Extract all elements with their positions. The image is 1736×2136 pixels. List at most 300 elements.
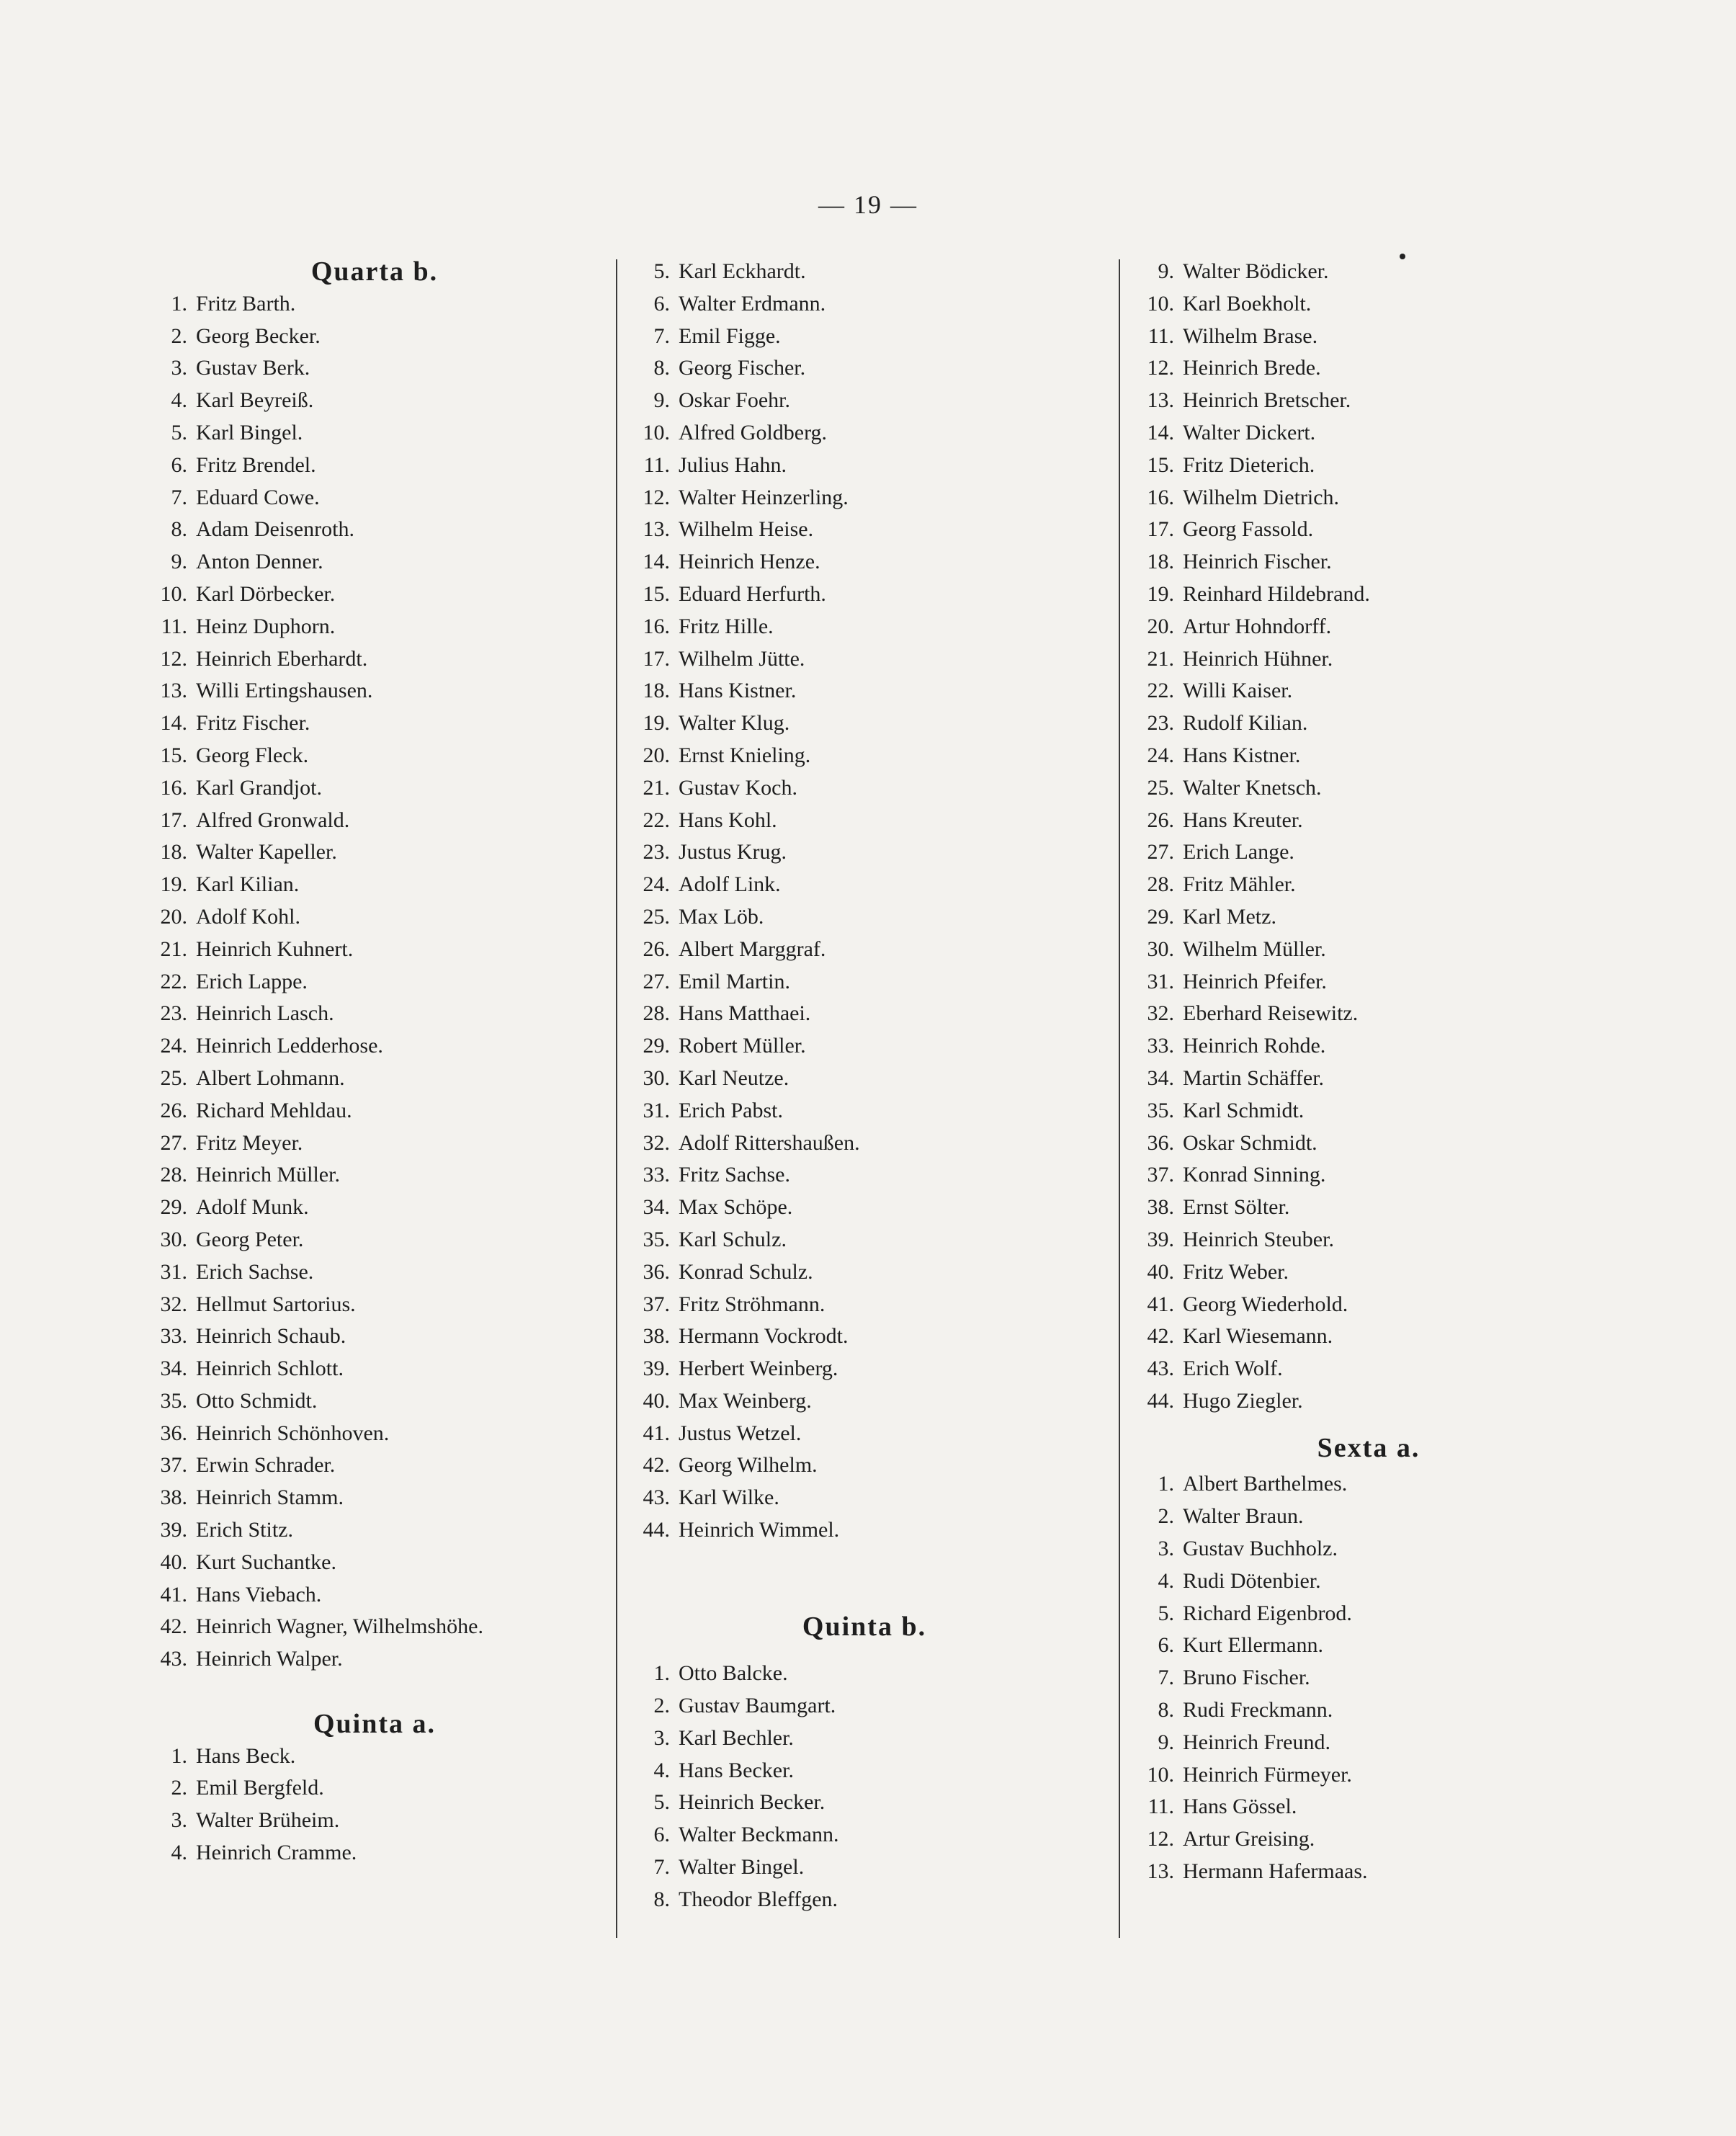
list-item: [619, 352, 1109, 385]
entry-number: 3.: [653, 1725, 670, 1750]
list-item: [619, 1063, 1109, 1095]
entry-number: 20.: [643, 743, 670, 767]
student-name: Heinrich Fürmeyer.: [1183, 1762, 1352, 1787]
entry-number: 12.: [1147, 356, 1174, 380]
student-name: Hans Kistner.: [1183, 743, 1301, 767]
entry-number: 42.: [643, 1453, 670, 1478]
entry-number: 39.: [160, 1518, 187, 1542]
student-name: Emil Martin.: [679, 969, 790, 993]
entry-number: 9.: [171, 550, 187, 574]
student-name: Walter Kapeller.: [196, 840, 337, 864]
entry-number: 25.: [643, 904, 670, 929]
student-name: Walter Bödicker.: [1183, 259, 1329, 283]
entry-number: 40.: [1147, 1259, 1174, 1284]
list-item: [619, 1658, 1109, 1690]
student-name: Heinrich Lasch.: [196, 1001, 334, 1026]
student-name: Georg Wilhelm.: [679, 1453, 818, 1478]
student-name: Karl Bechler.: [679, 1725, 794, 1750]
list-item: [137, 450, 612, 482]
student-name: Hans Beck.: [196, 1743, 296, 1768]
student-name: Fritz Dieterich.: [1183, 452, 1315, 477]
student-name: Oskar Foehr.: [679, 388, 790, 413]
student-name: Georg Fleck.: [196, 743, 309, 767]
list-item: [619, 450, 1109, 482]
entry-number: 15.: [160, 743, 187, 767]
list-item: [137, 546, 612, 578]
entry-number: 2.: [653, 1694, 670, 1718]
list-item: [137, 1095, 612, 1127]
entry-number: 10.: [160, 581, 187, 606]
entry-number: 1.: [1158, 1472, 1174, 1496]
list-item: [1124, 482, 1614, 514]
student-name: Adolf Kohl.: [196, 904, 300, 929]
entry-number: 24.: [1147, 743, 1174, 767]
student-name: Max Schöpe.: [679, 1195, 793, 1220]
entry-number: 30.: [160, 1227, 187, 1251]
entry-number: 4.: [171, 388, 187, 413]
column-divider: [616, 259, 617, 1938]
entry-number: 36.: [1147, 1130, 1174, 1155]
list-item: [137, 1805, 612, 1837]
student-name: Heinrich Walper.: [196, 1647, 343, 1671]
list-item: [1124, 772, 1614, 805]
list-item: [137, 836, 612, 869]
student-name: Heinrich Fischer.: [1183, 550, 1332, 574]
list-item: [137, 740, 612, 772]
list-item: [619, 288, 1109, 321]
list-item: [1124, 998, 1614, 1030]
list-item: [137, 1643, 612, 1676]
list-item: [1124, 1468, 1614, 1501]
list-item: [137, 1224, 612, 1256]
student-name: Erwin Schrader.: [196, 1453, 336, 1478]
student-name: Walter Braun.: [1183, 1504, 1304, 1529]
list-item: [1124, 611, 1614, 643]
list-item: [619, 1787, 1109, 1819]
entry-number: 15.: [1147, 452, 1174, 477]
list-item: [1124, 1095, 1614, 1127]
list-item: [137, 482, 612, 514]
entry-number: 6.: [653, 291, 670, 316]
list-item: [619, 385, 1109, 417]
entry-number: 7.: [653, 323, 670, 348]
list-item: [619, 1224, 1109, 1256]
student-name: Wilhelm Heise.: [679, 517, 814, 542]
entry-number: 37.: [1147, 1163, 1174, 1187]
list-item: [1124, 1533, 1614, 1565]
list-item: [619, 1353, 1109, 1385]
entry-number: 23.: [1147, 711, 1174, 736]
entry-number: 28.: [1147, 872, 1174, 897]
list-item: [619, 1192, 1109, 1224]
entry-number: 31.: [1147, 969, 1174, 993]
list-item: [137, 1192, 612, 1224]
entry-number: 19.: [160, 872, 187, 897]
student-name: Hugo Ziegler.: [1183, 1388, 1303, 1413]
entry-number: 27.: [160, 1130, 187, 1155]
list-item: [1124, 385, 1614, 417]
student-name: Fritz Fischer.: [196, 711, 310, 736]
entry-number: 4.: [653, 1758, 670, 1782]
student-name: Martin Schäffer.: [1183, 1065, 1325, 1090]
entry-number: 17.: [1147, 517, 1174, 542]
list-item: [619, 1418, 1109, 1450]
student-name: Georg Fischer.: [679, 356, 806, 380]
student-name: Heinz Duphorn.: [196, 614, 336, 638]
student-name: Heinrich Schaub.: [196, 1324, 346, 1349]
student-name: Karl Bingel.: [196, 420, 303, 444]
student-name: Heinrich Kuhnert.: [196, 937, 354, 961]
list-item: [1124, 1630, 1614, 1662]
entry-number: 26.: [1147, 808, 1174, 832]
student-name: Karl Neutze.: [679, 1065, 789, 1090]
entry-number: 16.: [1147, 485, 1174, 509]
student-name: Erich Wolf.: [1183, 1357, 1283, 1381]
student-name: Willi Kaiser.: [1183, 679, 1293, 703]
student-name: Heinrich Schönhoven.: [196, 1421, 390, 1445]
entry-number: 37.: [643, 1292, 670, 1316]
list-item: [137, 1482, 612, 1514]
student-name: Heinrich Ledderhose.: [196, 1034, 383, 1058]
list-item: [137, 1289, 612, 1321]
list-item: [1124, 256, 1614, 288]
student-name: Fritz Meyer.: [196, 1130, 303, 1155]
list-item: [137, 578, 612, 611]
student-name: Gustav Koch.: [679, 775, 797, 800]
student-name: Herbert Weinberg.: [679, 1357, 838, 1381]
list-item: [1124, 643, 1614, 676]
entry-number: 10.: [643, 420, 670, 444]
student-name: Hans Becker.: [679, 1758, 794, 1782]
list-item: [137, 772, 612, 805]
student-name: Artur Hohndorff.: [1183, 614, 1332, 638]
list-item: [1124, 805, 1614, 837]
entry-number: 5.: [1158, 1601, 1174, 1625]
student-name: Adolf Munk.: [196, 1195, 309, 1220]
entry-number: 13.: [1147, 388, 1174, 413]
list-item: [1124, 1856, 1614, 1888]
list-item: [619, 1256, 1109, 1289]
list-item: [1124, 707, 1614, 740]
entry-number: 9.: [1158, 1730, 1174, 1754]
student-name: Heinrich Schlott.: [196, 1357, 344, 1381]
list-item: [619, 256, 1109, 288]
student-name: Max Weinberg.: [679, 1388, 812, 1413]
student-name: Karl Boekholt.: [1183, 291, 1312, 316]
student-name: Heinrich Becker.: [679, 1790, 826, 1815]
student-name: Fritz Barth.: [196, 291, 296, 316]
entry-number: 3.: [171, 1808, 187, 1833]
student-name: Walter Bingel.: [679, 1855, 805, 1880]
entry-number: 38.: [1147, 1195, 1174, 1220]
entry-number: 16.: [160, 775, 187, 800]
entry-number: 20.: [1147, 614, 1174, 638]
student-name: Alfred Goldberg.: [679, 420, 828, 444]
list-item: [619, 772, 1109, 805]
entry-number: 1.: [171, 291, 187, 316]
class-heading-quinta-a: Quinta a.: [313, 1708, 437, 1739]
list-item: [619, 1514, 1109, 1547]
list-item: [137, 675, 612, 707]
student-name: Richard Eigenbrod.: [1183, 1601, 1352, 1625]
entry-number: 36.: [160, 1421, 187, 1445]
class-list-quinta-b-continued: [1124, 256, 1614, 1418]
entry-number: 23.: [643, 840, 670, 864]
list-item: [1124, 740, 1614, 772]
entry-number: 24.: [643, 872, 670, 897]
student-name: Bruno Fischer.: [1183, 1666, 1310, 1690]
entry-number: 29.: [1147, 904, 1174, 929]
entry-number: 11.: [1147, 323, 1174, 348]
list-item: [619, 1482, 1109, 1514]
entry-number: 21.: [1147, 646, 1174, 671]
entry-number: 39.: [643, 1357, 670, 1381]
entry-number: 16.: [643, 614, 670, 638]
entry-number: 26.: [160, 1098, 187, 1122]
list-item: [137, 901, 612, 934]
student-name: Rudi Freckmann.: [1183, 1698, 1333, 1722]
student-name: Heinrich Müller.: [196, 1163, 340, 1187]
list-item: [1124, 1759, 1614, 1792]
student-name: Karl Kilian.: [196, 872, 300, 897]
list-item: [619, 321, 1109, 353]
student-name: Karl Dörbecker.: [196, 581, 336, 606]
entry-number: 20.: [160, 904, 187, 929]
student-name: Max Löb.: [679, 904, 764, 929]
student-name: Gustav Baumgart.: [679, 1694, 836, 1718]
student-name: Walter Klug.: [679, 711, 790, 736]
entry-number: 25.: [160, 1065, 187, 1090]
list-item: [1124, 1385, 1614, 1418]
column-2: [619, 256, 1109, 1916]
entry-number: 14.: [643, 550, 670, 574]
entry-number: 23.: [160, 1001, 187, 1026]
student-name: Rudi Dötenbier.: [1183, 1568, 1321, 1593]
list-item: [137, 1127, 612, 1160]
list-item: [1124, 901, 1614, 934]
entry-number: 35.: [643, 1227, 670, 1251]
entry-number: 7.: [171, 485, 187, 509]
student-name: Georg Becker.: [196, 323, 321, 348]
list-item: [1124, 869, 1614, 901]
list-item: [619, 707, 1109, 740]
entry-number: 7.: [1158, 1666, 1174, 1690]
student-name: Karl Beyreiß.: [196, 388, 314, 413]
entry-number: 27.: [643, 969, 670, 993]
entry-number: 34.: [1147, 1065, 1174, 1090]
entry-number: 24.: [160, 1034, 187, 1058]
student-name: Hans Kreuter.: [1183, 808, 1303, 832]
entry-number: 40.: [643, 1388, 670, 1413]
list-item: [1124, 836, 1614, 869]
entry-number: 31.: [643, 1098, 670, 1122]
student-name: Karl Schulz.: [679, 1227, 787, 1251]
student-name: Wilhelm Müller.: [1183, 937, 1326, 961]
student-name: Erich Stitz.: [196, 1518, 293, 1542]
entry-number: 33.: [160, 1324, 187, 1349]
list-item: [137, 288, 612, 321]
student-name: Justus Krug.: [679, 840, 787, 864]
entry-number: 32.: [1147, 1001, 1174, 1026]
entry-number: 28.: [160, 1163, 187, 1187]
list-item: [1124, 352, 1614, 385]
entry-number: 25.: [1147, 775, 1174, 800]
list-item: [1124, 1353, 1614, 1385]
list-item: [619, 1385, 1109, 1418]
entry-number: 29.: [643, 1034, 670, 1058]
student-name: Karl Eckhardt.: [679, 259, 806, 283]
class-list-quinta-b: [619, 1658, 1109, 1916]
list-item: [1124, 546, 1614, 578]
list-item: [619, 966, 1109, 998]
list-item: [1124, 417, 1614, 450]
list-item: [1124, 450, 1614, 482]
entry-number: 13.: [1147, 1859, 1174, 1884]
list-item: [137, 514, 612, 546]
entry-number: 19.: [643, 711, 670, 736]
list-item: [137, 1514, 612, 1547]
student-name: Walter Knetsch.: [1183, 775, 1322, 800]
entry-number: 38.: [643, 1324, 670, 1349]
entry-number: 14.: [160, 711, 187, 736]
list-item: [137, 1449, 612, 1482]
student-name: Hans Gössel.: [1183, 1795, 1297, 1819]
entry-number: 4.: [1158, 1568, 1174, 1593]
student-name: Adolf Link.: [679, 872, 781, 897]
list-item: [137, 1740, 612, 1773]
student-name: Heinrich Rohde.: [1183, 1034, 1326, 1058]
entry-number: 30.: [643, 1065, 670, 1090]
entry-number: 42.: [1147, 1324, 1174, 1349]
list-item: [619, 740, 1109, 772]
student-name: Heinrich Steuber.: [1183, 1227, 1334, 1251]
student-name: Konrad Schulz.: [679, 1259, 813, 1284]
class-list-quinta-a: [137, 1740, 612, 1869]
student-name: Fritz Ströhmann.: [679, 1292, 826, 1316]
list-item: [1124, 288, 1614, 321]
list-item: [137, 417, 612, 450]
entry-number: 32.: [160, 1292, 187, 1316]
list-item: [619, 1095, 1109, 1127]
student-name: Karl Wiesemann.: [1183, 1324, 1333, 1349]
class-heading-quinta-b: Quinta b.: [802, 1612, 927, 1643]
list-item: [619, 546, 1109, 578]
entry-number: 6.: [171, 452, 187, 477]
list-item: [137, 934, 612, 966]
student-name: Konrad Sinning.: [1183, 1163, 1326, 1187]
entry-number: 22.: [643, 808, 670, 832]
list-item: [137, 869, 612, 901]
list-item: [619, 1884, 1109, 1916]
student-name: Albert Barthelmes.: [1183, 1472, 1348, 1496]
entry-number: 29.: [160, 1195, 187, 1220]
class-list-sexta-a: [1124, 1468, 1614, 1887]
student-name: Hans Viebach.: [196, 1582, 322, 1607]
student-name: Heinrich Cramme.: [196, 1841, 357, 1865]
student-name: Fritz Sachse.: [679, 1163, 790, 1187]
entry-number: 31.: [160, 1259, 187, 1284]
student-name: Albert Marggraf.: [679, 937, 826, 961]
list-item: [137, 385, 612, 417]
list-item: [1124, 966, 1614, 998]
student-name: Heinrich Wimmel.: [679, 1518, 840, 1542]
entry-number: 18.: [1147, 550, 1174, 574]
entry-number: 6.: [1158, 1633, 1174, 1658]
entry-number: 17.: [160, 808, 187, 832]
student-name: Hellmut Sartorius.: [196, 1292, 356, 1316]
student-name: Otto Schmidt.: [196, 1388, 318, 1413]
entry-number: 18.: [160, 840, 187, 864]
entry-number: 43.: [160, 1647, 187, 1671]
list-item: [137, 1256, 612, 1289]
student-name: Hans Kistner.: [679, 679, 797, 703]
entry-number: 38.: [160, 1485, 187, 1510]
list-item: [137, 1321, 612, 1353]
student-name: Fritz Hille.: [679, 614, 774, 638]
list-item: [1124, 1030, 1614, 1063]
entry-number: 2.: [1158, 1504, 1174, 1529]
student-name: Ernst Knieling.: [679, 743, 811, 767]
entry-number: 8.: [171, 517, 187, 542]
entry-number: 26.: [643, 937, 670, 961]
list-item: [619, 578, 1109, 611]
student-name: Eduard Herfurth.: [679, 581, 826, 606]
list-item: [1124, 675, 1614, 707]
list-item: [1124, 1192, 1614, 1224]
entry-number: 10.: [1147, 1762, 1174, 1787]
entry-number: 34.: [643, 1195, 670, 1220]
list-item: [619, 1321, 1109, 1353]
list-item: [1124, 514, 1614, 546]
list-item: [137, 1611, 612, 1643]
entry-number: 5.: [653, 259, 670, 283]
student-name: Karl Wilke.: [679, 1485, 779, 1510]
student-name: Eduard Cowe.: [196, 485, 320, 509]
list-item: [137, 1772, 612, 1805]
student-name: Walter Brüheim.: [196, 1808, 340, 1833]
list-item: [619, 1690, 1109, 1722]
entry-number: 33.: [643, 1163, 670, 1187]
student-name: Wilhelm Jütte.: [679, 646, 805, 671]
list-item: [1124, 1127, 1614, 1160]
student-name: Heinrich Bretscher.: [1183, 388, 1351, 413]
entry-number: 30.: [1147, 937, 1174, 961]
entry-number: 1.: [171, 1743, 187, 1768]
list-item: [1124, 1289, 1614, 1321]
entry-number: 3.: [171, 356, 187, 380]
student-name: Heinrich Hühner.: [1183, 646, 1333, 671]
entry-number: 41.: [643, 1421, 670, 1445]
student-name: Theodor Bleffgen.: [679, 1887, 838, 1911]
list-item: [1124, 1662, 1614, 1694]
list-item: [619, 1449, 1109, 1482]
list-item: [619, 675, 1109, 707]
list-item: [1124, 321, 1614, 353]
list-item: [619, 1851, 1109, 1884]
list-item: [1124, 934, 1614, 966]
entry-number: 2.: [171, 323, 187, 348]
list-item: [137, 321, 612, 353]
entry-number: 44.: [1147, 1388, 1174, 1413]
student-name: Eberhard Reisewitz.: [1183, 1001, 1359, 1026]
entry-number: 10.: [1147, 291, 1174, 316]
student-name: Emil Bergfeld.: [196, 1776, 324, 1800]
student-name: Walter Beckmann.: [679, 1823, 839, 1847]
student-name: Heinrich Henze.: [679, 550, 820, 574]
class-heading-sexta-a: Sexta a.: [1317, 1432, 1420, 1463]
student-name: Adam Deisenroth.: [196, 517, 354, 542]
list-item: [619, 901, 1109, 934]
